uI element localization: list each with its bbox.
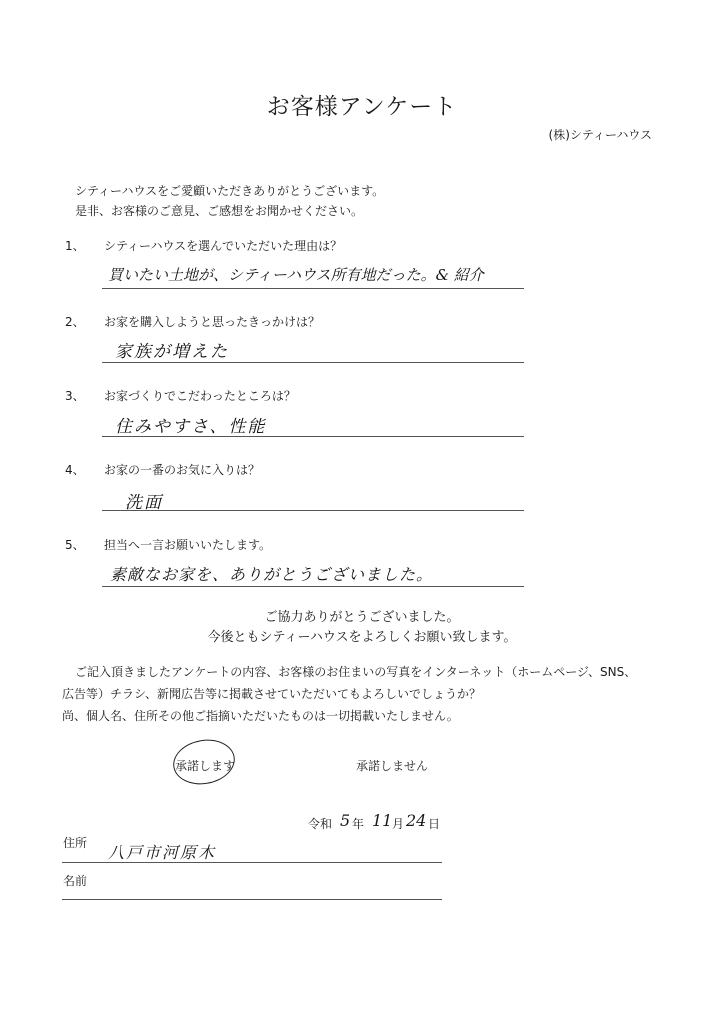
question-3-answer-line [102,436,524,437]
address-field[interactable]: 八戸市河原木 [108,843,217,862]
consent-line-2: 広告等）チラシ、新聞広告等に掲載させていただいてもよろしいでしょうか？ [62,687,482,701]
question-1-number: 1、 [65,239,85,253]
question-4-answer-line [102,510,524,511]
disagree-option[interactable]: 承諾しません [356,759,429,773]
question-5-answer-line [102,586,524,587]
question-3-answer[interactable]: 住みやすさ、性能 [115,417,267,437]
date-day-unit: 日 [428,817,441,831]
address-label: 住所 [63,836,88,850]
question-4-answer[interactable]: 洗面 [125,493,163,513]
date-day[interactable]: 24 [406,811,427,830]
thanks-line-2: 今後ともシティーハウスをよろしくお願い致します。 [207,630,517,645]
intro-line-1: シティーハウスをご愛顧いただきありがとうございます。 [75,184,385,198]
question-5-answer[interactable]: 素敵なお家を、ありがとうございました。 [110,565,434,584]
question-3-number: 3、 [65,389,85,403]
date-year-unit: 年 [352,817,365,831]
consent-line-1: ご記入頂きましたアンケートの内容、お客様のお住まいの写真をインターネット（ホームページ、SNS、 [75,665,637,679]
question-5-number: 5、 [65,538,85,552]
page-title: お客様アンケート [266,94,458,120]
date-year[interactable]: 5 [340,811,351,830]
address-line [62,862,442,863]
question-4-text: お家の一番のお気に入りは？ [104,463,261,477]
date-era: 令和 [308,817,333,831]
name-line [62,899,442,900]
intro-line-2: 是非、お客様のご意見、ご感想をお聞かせください。 [75,204,364,218]
question-1-text: シティーハウスを選んでいただいた理由は？ [104,239,343,253]
name-label: 名前 [63,874,88,888]
consent-line-3: 尚、個人名、住所その他ご指摘いただいたものは一切掲載いたしません。 [62,709,459,723]
question-4-number: 4、 [65,463,85,477]
question-5-text: 担当へ一言お願いいたします。 [104,538,272,552]
question-3-text: お家づくりでこだわったところは？ [104,389,296,403]
question-2-answer[interactable]: 家族が増えた [115,342,229,362]
question-1-answer-line [102,288,524,289]
date-month[interactable]: 11 [372,811,393,830]
thanks-line-1: ご協力ありがとうございました。 [264,610,460,625]
date-month-unit: 月 [392,817,405,831]
question-2-text: お家を購入しようと思ったきっかけは？ [104,315,321,329]
agree-option[interactable]: 承諾します [175,759,236,773]
company-name: (株)シティーハウス [548,128,652,142]
question-2-answer-line [102,362,524,363]
question-1-answer[interactable]: 買いたい土地が、シティーハウス所有地だった。& 紹介 [108,266,484,284]
question-2-number: 2、 [65,315,85,329]
